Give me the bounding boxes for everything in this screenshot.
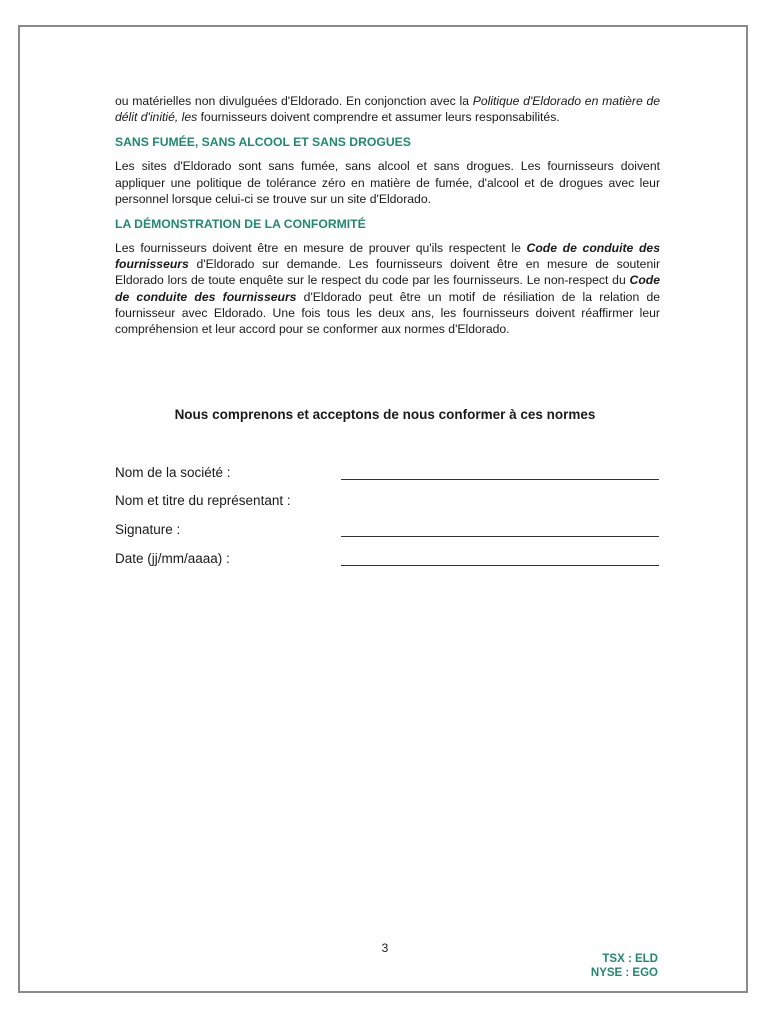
- company-name-line[interactable]: [341, 479, 659, 480]
- body-content: [115, 93, 660, 337]
- nyse-ticker: NYSE : EGO: [590, 967, 658, 979]
- date-line[interactable]: [341, 565, 659, 566]
- signature-row: [115, 522, 660, 540]
- intro-text: ou matérielles non divulguées d'Eldorado. En conjonction avec la: [115, 94, 473, 108]
- company-name-row: [115, 465, 660, 483]
- smoke-free-heading: SANS FUMÉE, SANS ALCOOL ET SANS DROGUES: [115, 135, 411, 150]
- stock-tickers: [591, 952, 658, 980]
- intro-text-end: fournisseurs doivent comprendre et assumer leurs responsabilités.: [197, 110, 560, 125]
- smoke-free-paragraph: Les sites d'Eldorado sont sans fumée, sans alcool et sans drogues. Les fournisseurs doivent appliquer une politique de tolérance zéro en matière de fumée, d'alcool et de drogues avec leur personnel lorsque celui-ci se trouve sur un site d'Eldorado.: [115, 159, 660, 206]
- insider-trading-policy-ref: Politique d'Eldorado en matière de délit d'initié, les: [115, 94, 661, 125]
- date-row: [115, 551, 660, 569]
- agreement-title: Nous comprenons et acceptons de nous conformer à ces normes: [174, 407, 596, 422]
- signature-label: Signature :: [115, 522, 181, 537]
- compliance-text-1: Les fournisseurs doivent être en mesure de prouver qu'ils respectent le: [115, 241, 527, 256]
- page-number: 3: [381, 941, 389, 955]
- date-label: Date (jj/mm/aaaa) :: [115, 551, 230, 566]
- compliance-heading: LA DÉMONSTRATION DE LA CONFORMITÉ: [115, 217, 366, 232]
- code-of-conduct-ref-2: Code de conduite des fournisseurs: [115, 273, 660, 304]
- compliance-paragraph: [115, 240, 660, 337]
- signature-line[interactable]: [341, 536, 659, 537]
- representative-row: [115, 493, 660, 511]
- intro-paragraph: [115, 93, 660, 125]
- tsx-ticker: TSX : ELD: [602, 953, 658, 965]
- compliance-text-2: d'Eldorado sur demande. Les fournisseurs doivent être en mesure de soutenir Eldorado lors de toute enquête sur le respect du code par les fournisseurs. Le non-respect du: [115, 257, 660, 288]
- document-page: [18, 25, 748, 993]
- company-name-label: Nom de la société :: [115, 465, 231, 480]
- representative-label: Nom et titre du représentant :: [115, 493, 291, 508]
- compliance-text-3: d'Eldorado peut être un motif de résiliation de la relation de fournisseur avec Eldorado. Une fois tous les deux ans, les fournisseurs doivent réaffirmer leur compréhension et leur accord pour se conformer aux normes d'Eldorado.: [115, 289, 660, 337]
- code-of-conduct-ref-1: Code de conduite des fournisseurs: [115, 241, 660, 272]
